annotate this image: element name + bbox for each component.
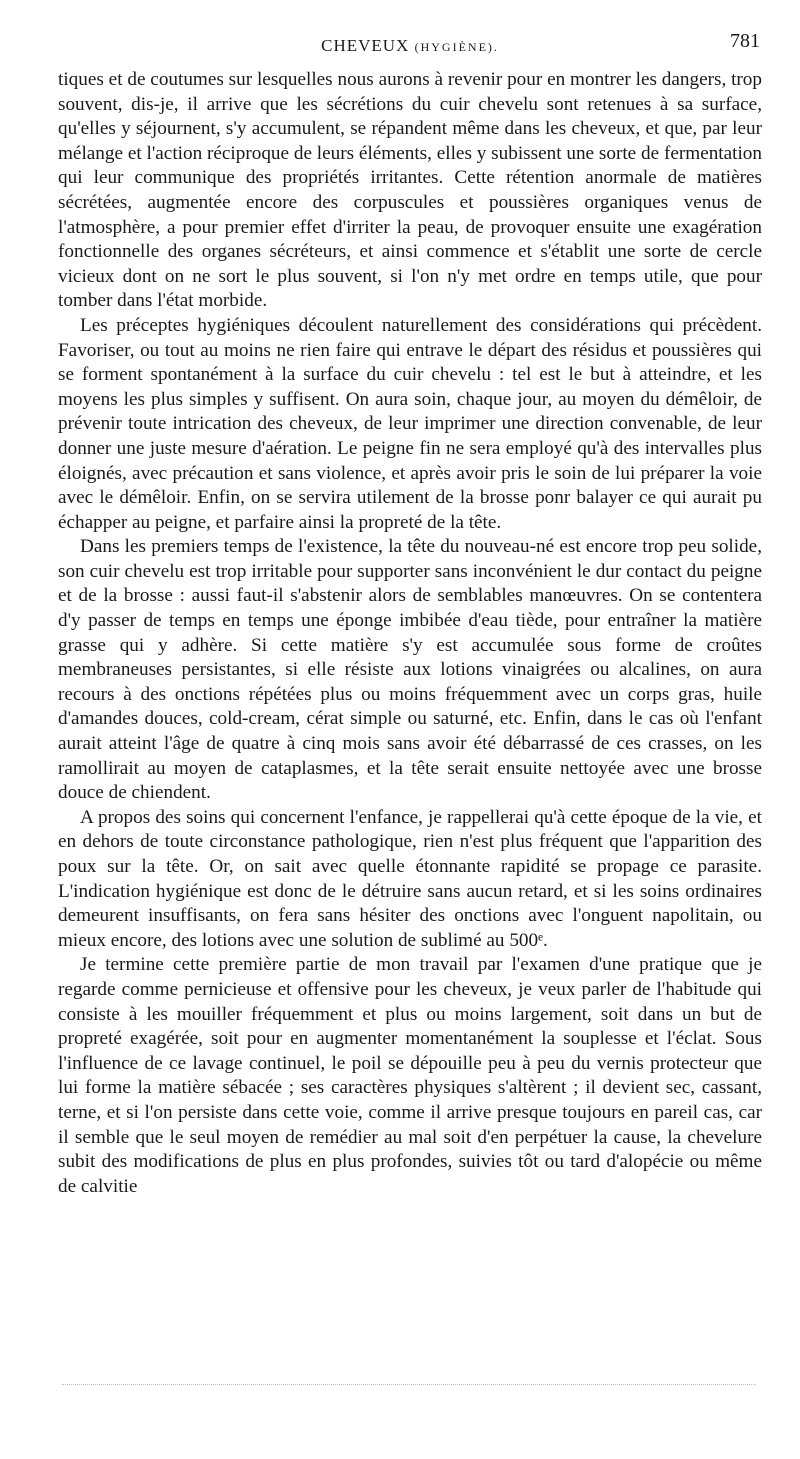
header-subtitle: (HYGIÈNE). bbox=[414, 40, 499, 54]
paragraph-3: Dans les premiers temps de l'existence, la tête du nouveau-né est encore trop peu solide, son cuir chevelu est trop irritable pour supporter sans inconvénient le dur contact du peigne et de la brosse : aussi faut-il s'abstenir alors de semblables manœuvres. On se contentera d'y passer de temps en temps une éponge imbibée d'eau tiède, pour entraîner la matière grasse qui y adhère. Si cette matière s'y est accumulée sous forme de croûtes membraneuses persistantes, si elle résiste aux lotions vinaigrées ou alcalines, on aura recours à des onctions répétées plus ou moins fréquemment avec un corps gras, huile d'amandes douces, cold-cream, cérat simple ou saturné, etc. Enfin, dans le cas où l'enfant aurait atteint l'âge de quatre à cinq mois sans avoir été débarrassé de ces crasses, on les ramollirait au moyen de cataplasmes, et la tête serait ensuite nettoyée avec une brosse douce de chiendent. bbox=[58, 536, 762, 804]
paragraph-4: A propos des soins qui concernent l'enfance, je rappellerai qu'à cette époque de la vie, et en dehors de toute circonstance pathologique, rien n'est plus fréquent que l'apparition des poux sur la tête. Or, on sait avec quelle étonnante rapidité se propage ce parasite. L'indication hygiénique est donc de le détruire sans aucun retard, et si les soins ordinaires demeurent insuffisants, on fera sans hésiter des onctions avec l'onguent napolitain, ou mieux encore, des lotions avec une solution de sublimé au 500ᵉ. bbox=[58, 806, 762, 951]
page-number: 781 bbox=[730, 30, 760, 52]
paragraph-5: Je termine cette première partie de mon travail par l'examen d'une pratique que je regarde comme pernicieuse et offensive pour les cheveux, je veux parler de l'habitude qui consiste à les mouiller fréquemment et plus ou moins largement, soit dans un but de propreté exagérée, soit pour en augmenter momentanément la souplesse et l'éclat. Sous l'influence de ce lavage continuel, le poil se dépouille peu à peu du vernis protecteur que lui forme la matière sébacée ; ses caractères physiques s'altèrent ; il devient sec, cassant, terne, et si l'on persiste dans cette voie, comme il arrive presque toujours en pareil cas, car il semble que le seul moyen de remédier au mal soit d'en perpétuer la cause, la chevelure subit des modifications de plus en plus profondes, suivies tôt ou tard d'alopécie ou même de calvitie bbox=[58, 954, 762, 1197]
footer-rule bbox=[62, 1384, 756, 1387]
paragraph-2: Les préceptes hygiéniques découlent naturellement des considérations qui précèdent. Favoriser, ou tout au moins ne rien faire qui entrave le départ des résidus et poussières qui se forment spontanément à la surface du cuir chevelu : tel est le but à atteindre, et les moyens les plus simples y suffisent. On aura soin, chaque jour, au moyen du démêloir, de prévenir toute intrication des cheveux, de leur imprimer une direction convenable, de leur donner une juste mesure d'aération. Le peigne fin ne sera employé qu'à des intervalles plus éloignés, avec précaution et sans violence, et après avoir pris le soin de lui préparer la voie avec le démêloir. Enfin, on se servira utilement de la brosse ponr balayer ce qui aurait pu échapper au peigne, et parfaire ainsi la propreté de la tête. bbox=[58, 314, 762, 533]
body-text bbox=[58, 68, 762, 1199]
running-title bbox=[58, 36, 762, 56]
paragraph-1: tiques et de coutumes sur lesquelles nous aurons à revenir pour en montrer les dangers, trop souvent, dis-je, il arrive que les sécrétions du cuir chevelu sont retenues à sa surface, qu'elles y séjournent, s'y accumulent, se répandent même dans les cheveux, et que, par leur mélange et l'action réciproque de leurs éléments, elles y subissent une sorte de fermentation qui leur communique des propriétés irritantes. Cette rétention anormale de matières sécrétées, augmentée encore des corpuscules et poussières organiques venus de l'atmosphère, a pour premier effet d'irriter la peau, de provoquer ensuite une exagération fonctionnelle des organes sécréteurs, et ainsi commence et s'établit une sorte de cercle vicieux dont on ne sort le plus souvent, si l'on n'y met ordre en temps utile, que pour tomber dans l'état morbide. bbox=[58, 69, 762, 312]
header-title: CHEVEUX bbox=[321, 36, 410, 55]
running-head bbox=[58, 28, 762, 60]
